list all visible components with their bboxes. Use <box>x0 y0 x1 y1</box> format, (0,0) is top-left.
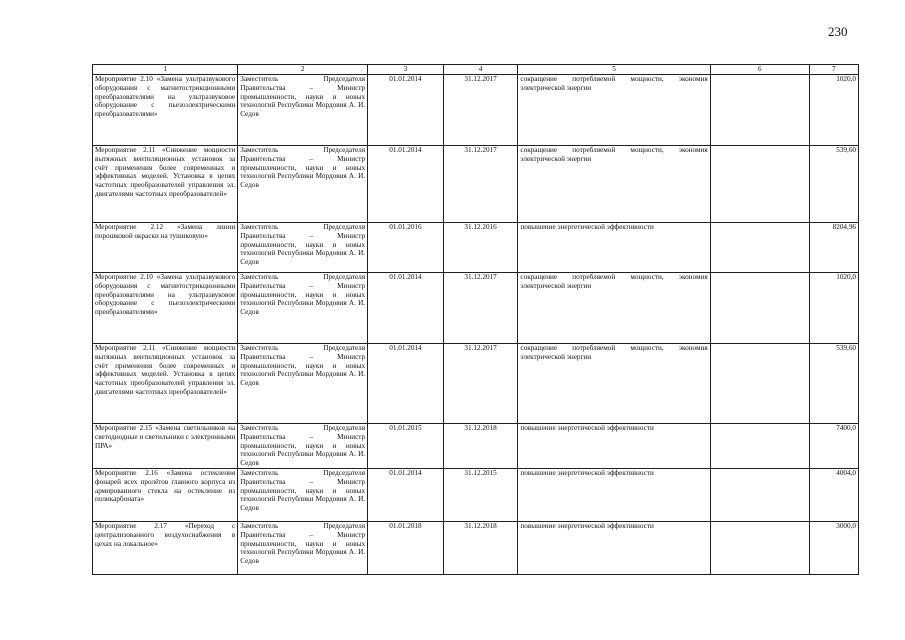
table-row <box>93 344 859 424</box>
value-cell: 539,60 <box>809 344 858 424</box>
value-cell: 539,60 <box>809 146 858 223</box>
result-cell: сокращение потребляемой мощности, экономия электрической энергии <box>518 146 710 223</box>
empty-cell <box>710 223 809 273</box>
empty-cell <box>710 75 809 146</box>
event-cell: Мероприятие 2.12 «Замена линии порошковой окраски на тушиковую» <box>93 223 238 273</box>
start-date-cell: 01.01.2014 <box>368 273 444 344</box>
empty-cell <box>710 344 809 424</box>
empty-cell <box>710 469 809 522</box>
start-date-cell: 01.01.2015 <box>368 424 444 469</box>
event-cell: Мероприятие 2.16 «Замена остекления фонарей всех пролётов главного корпуса из армированного стекла на остекление из поликарбоната» <box>93 469 238 522</box>
value-cell: 4004,0 <box>809 469 858 522</box>
event-cell: Мероприятие 2.17 «Переход с централизованного воздухоснабжения в цехах на локальное» <box>93 522 238 575</box>
result-cell: повышение энергетической эффективности <box>518 522 710 575</box>
responsible-cell: Заместитель Председателя Правительства – Министр промышленности, науки и новых технологий Республики Мордовия А. И. Седов <box>238 344 368 424</box>
event-cell: Мероприятие 2.11 «Снижение мощности вытяжных вентиляционных установок за счёт применения более современных и эффективных моделей. Установка в цепях частотных преобразователей управления эл. двигателями частотных преобразователей» <box>93 344 238 424</box>
empty-cell <box>710 273 809 344</box>
end-date-cell: 31.12.2018 <box>443 522 518 575</box>
event-cell: Мероприятие 2.10 «Замена ультразвукового оборудования с магнитострикционными преобразователями на ультразвуковое оборудование с пьезоэлектрическими преобразователями» <box>93 273 238 344</box>
event-cell: Мероприятие 2.11 «Снижение мощности вытяжных вентиляционных установок за счёт применения более современных и эффективных моделей. Установка в цепях частотных преобразователей управления эл. двигателями частотных преобразователей» <box>93 146 238 223</box>
table-row <box>93 273 859 344</box>
result-cell: сокращение потребляемой мощности, экономия электрической энергии <box>518 344 710 424</box>
result-cell: повышение энергетической эффективности <box>518 424 710 469</box>
end-date-cell: 31.12.2018 <box>443 424 518 469</box>
end-date-cell: 31.12.2015 <box>443 469 518 522</box>
value-cell: 3000,0 <box>809 522 858 575</box>
column-number: 6 <box>710 65 809 75</box>
responsible-cell: Заместитель Председателя Правительства – Министр промышленности, науки и новых технологий Республики Мордовия А. И. Седов <box>238 424 368 469</box>
responsible-cell: Заместитель Председателя Правительства – Министр промышленности, науки и новых технологий Республики Мордовия А. И. Седов <box>238 273 368 344</box>
measures-table <box>92 64 859 575</box>
responsible-cell: Заместитель Председателя Правительства – Министр промышленности, науки и новых технологий Республики Мордовия А. И. Седов <box>238 75 368 146</box>
start-date-cell: 01.01.2014 <box>368 146 444 223</box>
column-number-row <box>93 65 859 75</box>
event-cell: Мероприятие 2.15 «Замена светильников на светодиодные и светильники с электронными ПРА» <box>93 424 238 469</box>
column-number: 1 <box>93 65 238 75</box>
value-cell: 1020,0 <box>809 273 858 344</box>
empty-cell <box>710 424 809 469</box>
result-cell: повышение энергетической эффективности <box>518 223 710 273</box>
end-date-cell: 31.12.2017 <box>443 344 518 424</box>
page-number: 230 <box>828 24 848 39</box>
event-cell: Мероприятие 2.10 «Замена ультразвукового оборудования с магнитострикционными преобразователями на ультразвуковое оборудование с пьезоэлектрическими преобразователями» <box>93 75 238 146</box>
table-row <box>93 469 859 522</box>
start-date-cell: 01.01.2018 <box>368 522 444 575</box>
responsible-cell: Заместитель Председателя Правительства – Министр промышленности, науки и новых технологий Республики Мордовия А. И. Седов <box>238 469 368 522</box>
column-number: 4 <box>443 65 518 75</box>
start-date-cell: 01.01.2014 <box>368 344 444 424</box>
result-cell: повышение энергетической эффективности <box>518 469 710 522</box>
responsible-cell: Заместитель Председателя Правительства – Министр промышленности, науки и новых технологий Республики Мордовия А. И. Седов <box>238 146 368 223</box>
end-date-cell: 31.12.2017 <box>443 75 518 146</box>
end-date-cell: 31.12.2016 <box>443 223 518 273</box>
end-date-cell: 31.12.2017 <box>443 273 518 344</box>
column-number: 7 <box>809 65 858 75</box>
column-number: 3 <box>368 65 444 75</box>
responsible-cell: Заместитель Председателя Правительства – Министр промышленности, науки и новых технологий Республики Мордовия А. И. Седов <box>238 522 368 575</box>
start-date-cell: 01.01.2014 <box>368 469 444 522</box>
column-number: 5 <box>518 65 710 75</box>
value-cell: 1020,0 <box>809 75 858 146</box>
empty-cell <box>710 522 809 575</box>
empty-cell <box>710 146 809 223</box>
start-date-cell: 01.01.2016 <box>368 223 444 273</box>
column-number: 2 <box>238 65 368 75</box>
end-date-cell: 31.12.2017 <box>443 146 518 223</box>
table-row <box>93 75 859 146</box>
table-row <box>93 424 859 469</box>
result-cell: сокращение потребляемой мощности, экономия электрической энергии <box>518 75 710 146</box>
responsible-cell: Заместитель Председателя Правительства – Министр промышленности, науки и новых технологий Республики Мордовия А. И. Седов <box>238 223 368 273</box>
table-row <box>93 522 859 575</box>
table-row <box>93 223 859 273</box>
result-cell: сокращение потребляемой мощности, экономия электрической энергии <box>518 273 710 344</box>
table-row <box>93 146 859 223</box>
value-cell: 8204,96 <box>809 223 858 273</box>
start-date-cell: 01.01.2014 <box>368 75 444 146</box>
value-cell: 7400,0 <box>809 424 858 469</box>
